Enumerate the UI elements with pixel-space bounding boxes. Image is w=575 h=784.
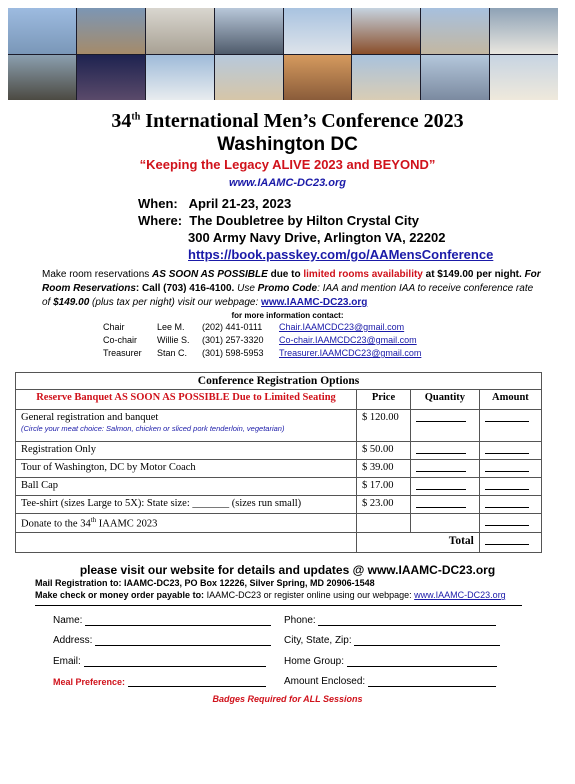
conference-title: 34th International Men’s Conference 2023 — [111, 110, 464, 132]
table-row: Tour of Washington, DC by Motor Coach $ 39.00 — [16, 460, 542, 478]
mail-registration: Mail Registration to: IAAMC-DC23, PO Box 12226, Silver Spring, MD 20906-1548 — [35, 578, 375, 588]
amount-input[interactable] — [485, 480, 529, 490]
banner-tile — [215, 55, 283, 101]
booking-link[interactable]: https://book.passkey.com/go/AAMensConference — [188, 247, 494, 262]
amount-header: Amount — [479, 390, 541, 410]
table-row: Donate to the 34th IAAMC 2023 — [16, 514, 542, 533]
table-row: Ball Cap $ 17.00 — [16, 478, 542, 496]
banner-tile — [8, 55, 76, 101]
amount-input[interactable] — [485, 444, 529, 454]
venue-address: 300 Army Navy Drive, Arlington VA, 22202 — [188, 230, 446, 245]
webpage-link[interactable]: www.IAAMC-DC23.org — [261, 297, 368, 308]
banner-tile — [146, 55, 214, 101]
banner-tile — [215, 8, 283, 54]
banner-tile — [421, 55, 489, 101]
city-state-zip-field[interactable]: City, State, Zip: — [284, 635, 500, 646]
banner-tile — [77, 8, 145, 54]
badge-note: Badges Required for ALL Sessions — [212, 694, 363, 704]
banner-tile — [8, 8, 76, 54]
when-line: When: April 21-23, 2023 — [138, 196, 292, 211]
website-notice: please visit our website for details and updates @ www.IAAMC-DC23.org — [79, 563, 496, 577]
banner-tile — [284, 8, 352, 54]
price-header: Price — [357, 390, 411, 410]
divider — [35, 605, 522, 606]
contact-heading: for more information contact: — [231, 311, 344, 320]
tagline: “Keeping the Legacy ALIVE 2023 and BEYOND” — [139, 157, 436, 172]
banner-tile — [77, 55, 145, 101]
phone-field[interactable]: Phone: — [284, 615, 496, 626]
quantity-input[interactable] — [416, 462, 466, 472]
table-row: Registration Only $ 50.00 — [16, 442, 542, 460]
where-line: Where: The Doubletree by Hilton Crystal City — [138, 213, 419, 228]
total-row — [16, 532, 542, 552]
banner-tile — [490, 8, 558, 54]
total-input[interactable] — [485, 535, 529, 545]
payable-line: Make check or money order payable to: IAAMC-DC23 or register online using our webpage: www.IAAMC-DC23.org — [35, 590, 506, 600]
email-link[interactable]: Chair.IAAMCDC23@gmail.com — [279, 322, 405, 332]
amount-input[interactable] — [485, 462, 529, 472]
quantity-input[interactable] — [416, 498, 466, 508]
total-label: Total — [357, 532, 480, 552]
home-group-field[interactable]: Home Group: — [284, 656, 497, 667]
email-link[interactable]: Treasurer.IAAMCDC23@gmail.com — [279, 348, 422, 358]
quantity-input[interactable] — [416, 412, 466, 422]
email-field[interactable]: Email: — [53, 656, 266, 667]
quantity-input[interactable] — [416, 444, 466, 454]
banner-tile — [352, 8, 420, 54]
table-row: Tee-shirt (sizes Large to 5X): State size: _______ (sizes run small) $ 23.00 — [16, 496, 542, 514]
email-link[interactable]: Co-chair.IAAMCDC23@gmail.com — [279, 335, 417, 345]
monuments-banner — [8, 8, 558, 100]
registration-table — [15, 372, 542, 553]
reservation-paragraph: Make room reservations AS SOON AS POSSIBLE due to limited rooms availability at $149.00 per night. For Room Reservations: Call (703) 416-4100. Use Promo Code: IAA and mention IAA to receive conference rate of $149.00 (plus tax per night) visit our webpage: www.IAAMC-DC23.org — [42, 269, 541, 308]
register-online-link[interactable]: www.IAAMC-DC23.org — [414, 590, 506, 600]
meal-preference-field[interactable]: Meal Preference: — [53, 676, 266, 687]
banner-tile — [284, 55, 352, 101]
name-field[interactable]: Name: — [53, 615, 271, 626]
quantity-input[interactable] — [416, 480, 466, 490]
amount-enclosed-field[interactable]: Amount Enclosed: — [284, 676, 496, 687]
website-link[interactable]: www.IAAMC-DC23.org — [229, 177, 346, 189]
amount-input[interactable] — [485, 498, 529, 508]
banquet-notice: Reserve Banquet AS SOON AS POSSIBLE Due to Limited Seating — [16, 390, 357, 410]
banner-tile — [146, 8, 214, 54]
banner-tile — [352, 55, 420, 101]
table-row: General registration and banquet (Circle your meat choice: Salmon, chicken or sliced pork tenderloin, vegetarian) $ 120.00 — [16, 410, 542, 442]
amount-input[interactable] — [485, 412, 529, 422]
table-title: Conference Registration Options — [16, 373, 542, 390]
city-heading: Washington DC — [217, 134, 358, 155]
address-field[interactable]: Address: — [53, 635, 271, 646]
banner-tile — [490, 55, 558, 101]
banner-tile — [421, 8, 489, 54]
donation-input[interactable] — [485, 516, 529, 526]
quantity-header: Quantity — [410, 390, 479, 410]
